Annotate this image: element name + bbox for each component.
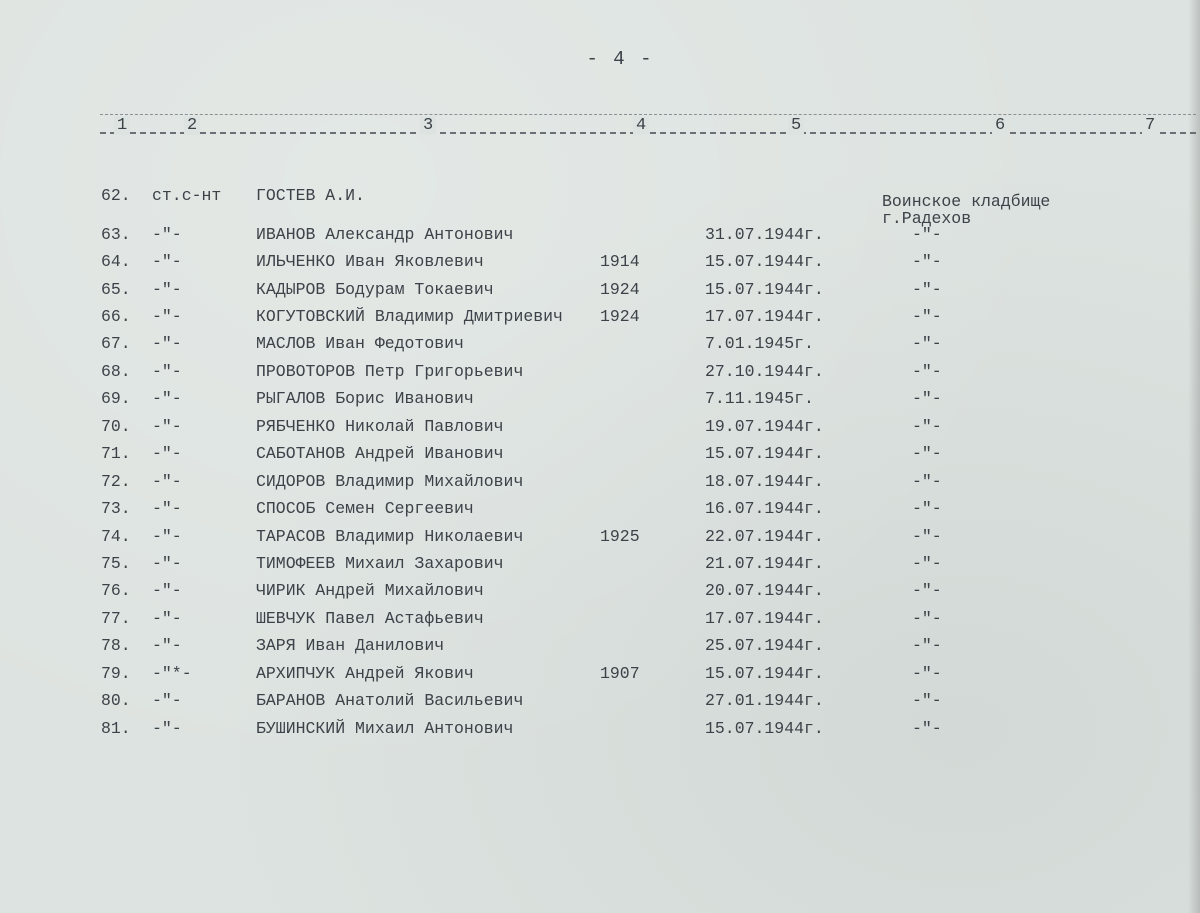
row-number: 78. — [101, 636, 131, 655]
row-name: ИВАНОВ Александр Антонович — [256, 225, 514, 244]
column-header-7: 7 — [1142, 116, 1158, 135]
row-rank: ст.с-нт — [152, 186, 222, 205]
row-death-date: 27.01.1944г. — [705, 691, 824, 710]
row-number: 66. — [101, 307, 131, 326]
row-rank: -"- — [152, 527, 182, 546]
row-rank: -"- — [152, 334, 182, 353]
row-burial-place: -"- — [912, 527, 942, 546]
row-number: 67. — [101, 334, 131, 353]
row-burial-place: -"- — [912, 280, 942, 299]
row-burial-place: -"- — [912, 362, 942, 381]
row-rank: -"- — [152, 609, 182, 628]
row-burial-place: -"- — [912, 307, 942, 326]
row-burial-place: -"- — [912, 472, 942, 491]
row-burial-place: -"- — [912, 225, 942, 244]
page-number: - 4 - — [586, 48, 654, 70]
row-birth-year: 1914 — [600, 252, 640, 271]
row-name: АРХИПЧУК Андрей Якович — [256, 664, 474, 683]
row-burial-place: -"- — [912, 719, 942, 738]
row-name: СПОСОБ Семен Сергеевич — [256, 499, 474, 518]
cemetery-line-1: Воинское кладбище — [882, 192, 1051, 211]
row-rank: -"- — [152, 252, 182, 271]
row-name: МАСЛОВ Иван Федотович — [256, 334, 464, 353]
table-row — [0, 444, 1200, 468]
column-header-5: 5 — [788, 116, 804, 135]
row-rank: -"- — [152, 636, 182, 655]
row-number: 77. — [101, 609, 131, 628]
row-number: 68. — [101, 362, 131, 381]
table-row — [0, 225, 1200, 249]
row-name: САБОТАНОВ Андрей Иванович — [256, 444, 504, 463]
row-rank: -"- — [152, 691, 182, 710]
row-name: КАДЫРОВ Бодурам Токаевич — [256, 280, 494, 299]
table-row — [0, 389, 1200, 413]
table-row — [0, 719, 1200, 743]
row-name: СИДОРОВ Владимир Михайлович — [256, 472, 524, 491]
row-death-date: 25.07.1944г. — [705, 636, 824, 655]
table-row — [0, 664, 1200, 688]
row-death-date: 15.07.1944г. — [705, 719, 824, 738]
row-birth-year: 1925 — [600, 527, 640, 546]
row-name: ТАРАСОВ Владимир Николаевич — [256, 527, 524, 546]
row-burial-place: -"- — [912, 252, 942, 271]
row-burial-place: -"- — [912, 691, 942, 710]
row-number: 79. — [101, 664, 131, 683]
row-name: ИЛЬЧЕНКО Иван Яковлевич — [256, 252, 484, 271]
row-rank: -"- — [152, 362, 182, 381]
row-rank: -"- — [152, 444, 182, 463]
row-burial-place: -"- — [912, 664, 942, 683]
column-header-6: 6 — [992, 116, 1008, 135]
header-top-rule — [100, 114, 1196, 115]
row-burial-place: -"- — [912, 636, 942, 655]
column-header-1: 1 — [114, 116, 130, 135]
row-name: ПРОВОТОРОВ Петр Григорьевич — [256, 362, 524, 381]
row-death-date: 18.07.1944г. — [705, 472, 824, 491]
row-burial-place: -"- — [912, 581, 942, 600]
table-row — [0, 609, 1200, 633]
row-name: ТИМОФЕЕВ Михаил Захарович — [256, 554, 504, 573]
table-row — [0, 334, 1200, 358]
row-number: 74. — [101, 527, 131, 546]
row-number: 73. — [101, 499, 131, 518]
table-row — [0, 252, 1200, 276]
row-rank: -"- — [152, 581, 182, 600]
column-header-3: 3 — [420, 116, 436, 135]
table-row — [0, 636, 1200, 660]
row-rank: -"- — [152, 280, 182, 299]
row-death-date: 27.10.1944г. — [705, 362, 824, 381]
row-rank: -"- — [152, 554, 182, 573]
column-header-4: 4 — [633, 116, 649, 135]
table-row — [0, 499, 1200, 523]
row-number: 75. — [101, 554, 131, 573]
table-row — [0, 527, 1200, 551]
row-name: ШЕВЧУК Павел Астафьевич — [256, 609, 484, 628]
row-number: 81. — [101, 719, 131, 738]
row-name: БУШИНСКИЙ Михаил Антонович — [256, 719, 514, 738]
row-number: 70. — [101, 417, 131, 436]
row-name: ЧИРИК Андрей Михайлович — [256, 581, 484, 600]
table-row — [0, 280, 1200, 304]
row-death-date: 22.07.1944г. — [705, 527, 824, 546]
row-burial-place: -"- — [912, 444, 942, 463]
row-death-date: 7.11.1945г. — [705, 389, 814, 408]
row-number: 62. — [101, 186, 131, 205]
row-death-date: 15.07.1944г. — [705, 280, 824, 299]
row-burial-place: -"- — [912, 554, 942, 573]
row-death-date: 21.07.1944г. — [705, 554, 824, 573]
table-row — [0, 554, 1200, 578]
table-row — [0, 307, 1200, 331]
row-death-date: 16.07.1944г. — [705, 499, 824, 518]
row-name: РЯБЧЕНКО Николай Павлович — [256, 417, 504, 436]
column-header-row — [100, 112, 1196, 142]
row-burial-place: -"- — [912, 334, 942, 353]
row-rank: -"- — [152, 389, 182, 408]
row-name: ЗАРЯ Иван Данилович — [256, 636, 445, 655]
row-burial-place: -"- — [912, 389, 942, 408]
row-birth-year: 1907 — [600, 664, 640, 683]
row-rank: -"- — [152, 719, 182, 738]
row-rank: -"*- — [152, 664, 192, 683]
row-name: КОГУТОВСКИЙ Владимир Дмитриевич — [256, 307, 563, 326]
row-rank: -"- — [152, 307, 182, 326]
row-death-date: 7.01.1945г. — [705, 334, 814, 353]
row-death-date: 31.07.1944г. — [705, 225, 824, 244]
cemetery-line-2: г.Радехов — [882, 209, 972, 228]
row-rank: -"- — [152, 417, 182, 436]
row-rank: -"- — [152, 225, 182, 244]
column-header-2: 2 — [184, 116, 200, 135]
table-row — [0, 417, 1200, 441]
row-death-date: 15.07.1944г. — [705, 664, 824, 683]
row-number: 72. — [101, 472, 131, 491]
row-burial-place: -"- — [912, 417, 942, 436]
row-number: 76. — [101, 581, 131, 600]
row-name: РЫГАЛОВ Борис Иванович — [256, 389, 474, 408]
row-number: 80. — [101, 691, 131, 710]
row-death-date: 19.07.1944г. — [705, 417, 824, 436]
row-birth-year: 1924 — [600, 280, 640, 299]
table-row — [0, 581, 1200, 605]
row-number: 63. — [101, 225, 131, 244]
row-rank: -"- — [152, 472, 182, 491]
row-death-date: 15.07.1944г. — [705, 444, 824, 463]
row-number: 65. — [101, 280, 131, 299]
row-death-date: 17.07.1944г. — [705, 609, 824, 628]
row-number: 69. — [101, 389, 131, 408]
table-row — [0, 472, 1200, 496]
table-row — [0, 691, 1200, 715]
row-number: 71. — [101, 444, 131, 463]
row-name: БАРАНОВ Анатолий Васильевич — [256, 691, 524, 710]
row-death-date: 15.07.1944г. — [705, 252, 824, 271]
table-row — [0, 362, 1200, 386]
row-death-date: 20.07.1944г. — [705, 581, 824, 600]
row-burial-place: -"- — [912, 609, 942, 628]
row-burial-place: -"- — [912, 499, 942, 518]
row-death-date: 17.07.1944г. — [705, 307, 824, 326]
row-rank: -"- — [152, 499, 182, 518]
table-row — [0, 186, 1200, 210]
row-number: 64. — [101, 252, 131, 271]
row-name: ГОСТЕВ А.И. — [256, 186, 365, 205]
row-birth-year: 1924 — [600, 307, 640, 326]
